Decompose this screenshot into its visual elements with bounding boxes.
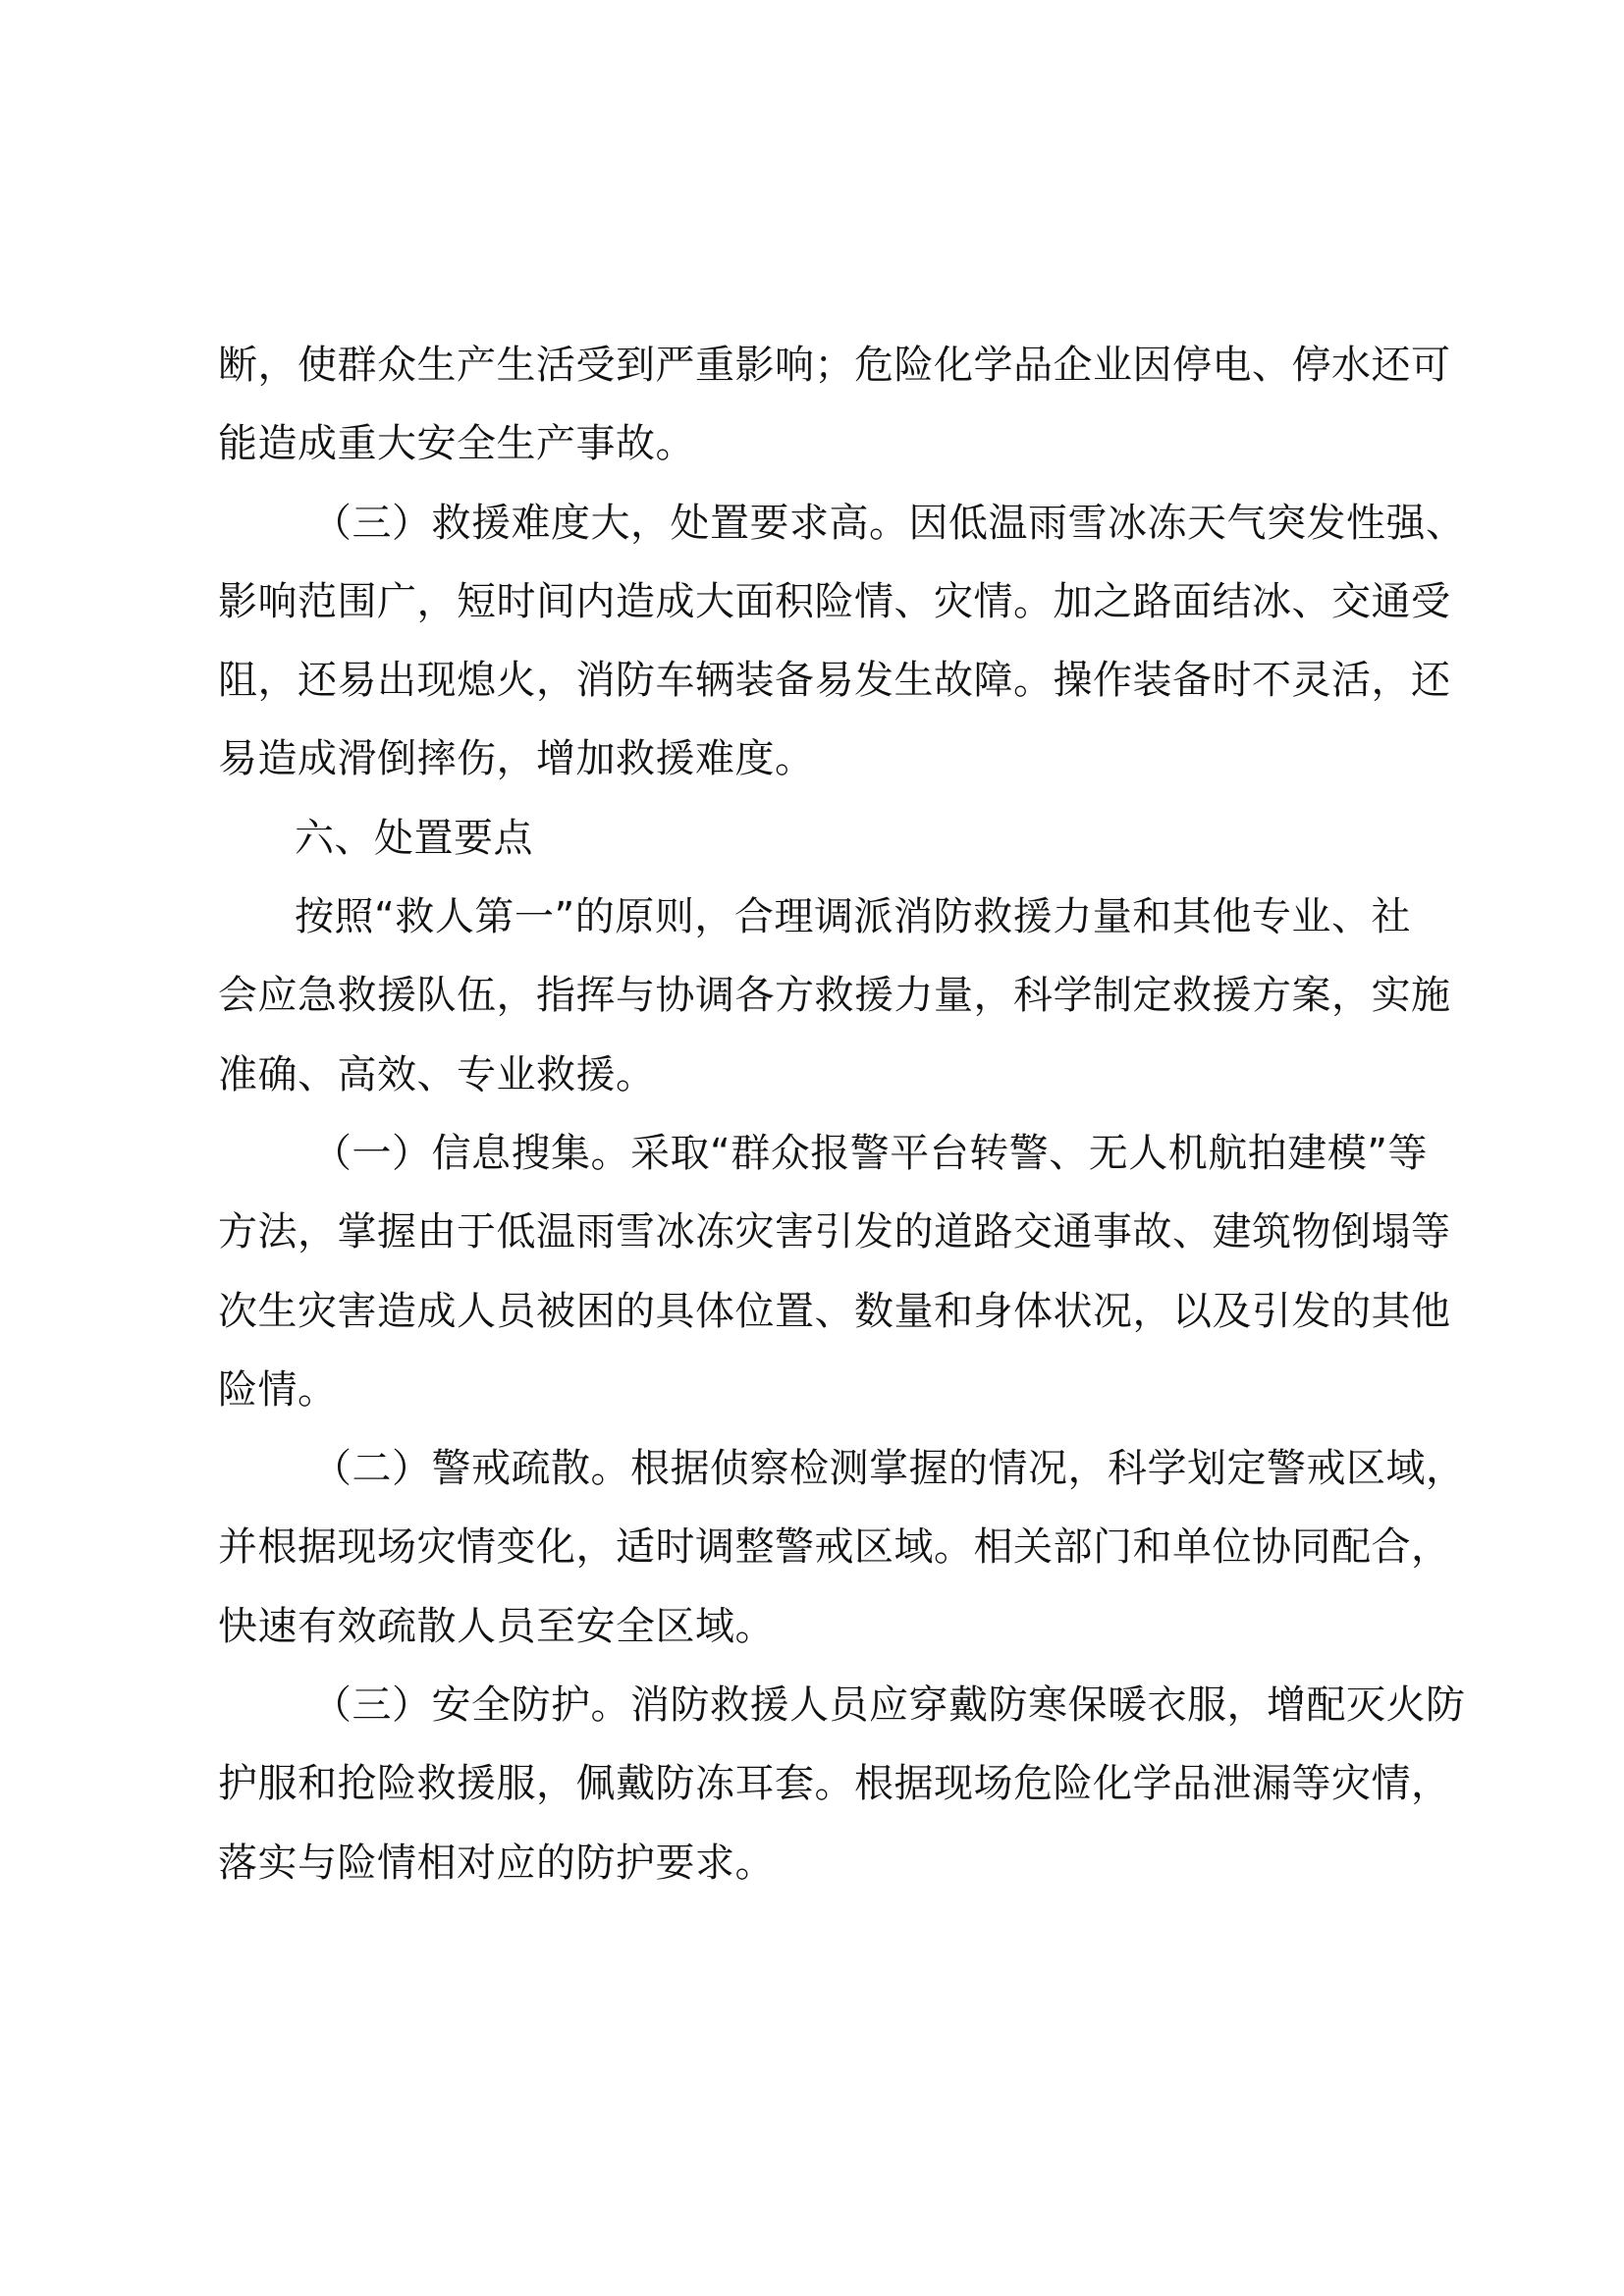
- text-line: 次生灾害造成人员被困的具体位置、数量和身体状况，以及引发的其他: [218, 1288, 1451, 1334]
- paragraph-information-collection: [218, 1114, 1451, 1429]
- document-body: [218, 326, 1466, 1902]
- text-line: 准确、高效、专业救援。: [218, 1051, 656, 1097]
- text-line: 方法，掌握由于低温雨雪冰冻灾害引发的道路交通事故、建筑物倒塌等: [218, 1209, 1451, 1255]
- text-line: 能造成重大安全生产事故。: [218, 421, 695, 467]
- paragraph-principle: [218, 878, 1451, 1114]
- paragraph-continuation: [218, 326, 1451, 484]
- text-line: 断，使群众生产生活受到严重影响；危险化学品企业因停电、停水还可: [218, 343, 1451, 388]
- text-line: （一）信息搜集。采取“群众报警平台转警、无人机航拍建模”等: [312, 1130, 1428, 1176]
- paragraph-safety-protection: [218, 1666, 1466, 1902]
- text-line: 快速有效疏散人员至安全区域。: [218, 1603, 775, 1649]
- paragraph-cordon-evacuation: [218, 1429, 1466, 1666]
- text-line: 影响范围广，短时间内造成大面积险情、灾情。加之路面结冰、交通受: [218, 578, 1451, 624]
- text-line: （三）救援难度大，处置要求高。因低温雨雪冰冻天气突发性强、: [312, 500, 1466, 546]
- paragraph-rescue-difficulty: [218, 484, 1466, 799]
- text-line: 落实与险情相对应的防护要求。: [218, 1840, 775, 1886]
- text-line: 易造成滑倒摔伤，增加救援难度。: [218, 736, 815, 782]
- text-line: 护服和抢险救援服，佩戴防冻耳套。根据现场危险化学品泄漏等灾情，: [218, 1761, 1451, 1807]
- text-line: （二）警戒疏散。根据侦察检测掌握的情况，科学划定警戒区域，: [312, 1446, 1466, 1492]
- section-heading: [218, 799, 1411, 878]
- text-line: 并根据现场灾情变化，适时调整警戒区域。相关部门和单位协同配合，: [218, 1524, 1451, 1571]
- text-line: 阻，还易出现熄火，消防车辆装备易发生故障。操作装备时不灵活，还: [218, 658, 1451, 704]
- text-line: （三）安全防护。消防救援人员应穿戴防寒保暖衣服，增配灭火防: [312, 1682, 1466, 1729]
- text-line: 按照“救人第一”的原则，合理调派消防救援力量和其他专业、社: [295, 894, 1411, 940]
- text-line: 险情。: [218, 1366, 338, 1413]
- section-heading-text: 六、处置要点: [295, 815, 533, 861]
- text-line: 会应急救援队伍，指挥与协调各方救援力量，科学制定救援方案，实施: [218, 973, 1451, 1019]
